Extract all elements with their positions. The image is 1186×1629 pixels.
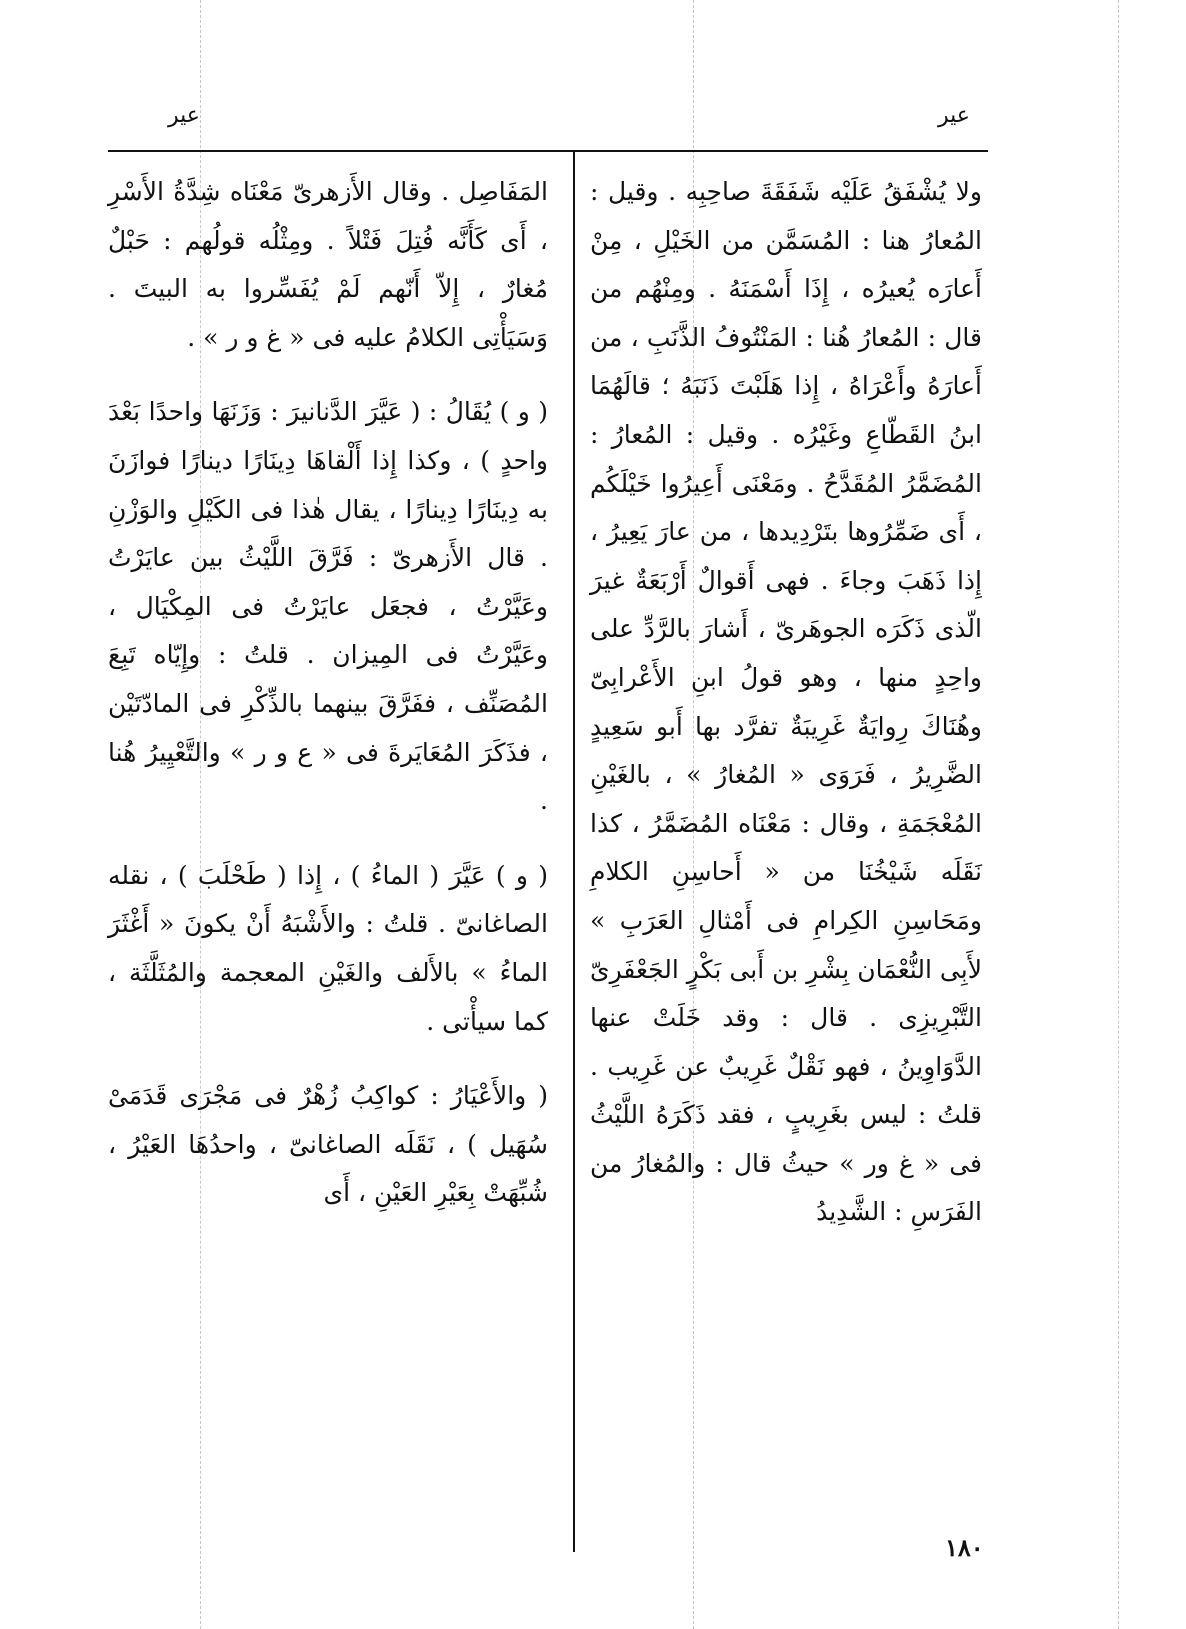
entry-paragraph: ( و ) يُقَالُ : ( عَيَّرَ الدَّنانيرَ : وَزَنَهَا واحدًا بَعْدَ واحدٍ ) ، وكذا إِذا أَلْقاهَا دِينَارًا دينارًا فوازَنَ به دِينَارًا دِينارًا ، يقال هٰذا فى الكَيْلِ والوَزْنِ . قال الأَزهرىّ : فَرَّقَ اللَّيْثُ بين عايَرْتُ وعَيَّرْتُ ، فجعَل عايَرْتُ فى المِكْيَال ، وعَيَّرْتُ فى المِيزان . قلتُ : وإِيّاه تَبِعَ المُصَنِّف ، ففَرَّقَ بينهما بالذِّكْرِ فى المادّتَيْن ، فذَكَرَ المُعَايَرةَ فى « ع و ر » والتَّعْيِيرُ هُنا . xyxy=(108,397,548,816)
paragraph-gap xyxy=(108,362,548,388)
paragraph-gap xyxy=(108,1046,548,1072)
entry-paragraph: ولا يُشْفَقُ عَلَيْه شَفَقَةَ صاحِبِه . وقيل : المُعارُ هنا : المُسَمَّن من الخَيْلِ ، مِنْ أَعارَه يُعيرُه ، إِذَا أَسْمَنَهُ . ومِنْهُم من قال : المُعارُ هُنا : المَنْتُوفُ الذَّنَبِ ، من أَعارَهُ وأَعْرَاهُ ، إِذا هَلَبْتَ ذَنَبَهُ ؛ قالَهُمَا ابنُ القَطّاعِ وغَيْرُه . وقيل : المُعارُ : المُضَمَّرُ المُقَدَّحُ . ومَعْنَى أَعِيرُوا خَيْلَكُم ، أَى ضَمِّرُوها بتَرْدِيدها ، من عارَ يَعِيرُ ، إِذا ذَهَبَ وجاءَ . فهى أَقوالٌ أَرْبَعَةٌ غيرَ الّذى ذَكَرَه الجوهَرىّ ، أَشارَ بالرَّدِّ على واحِدٍ منها ، وهو قولُ ابنِ الأَعْرابِىّ وهُنَاكَ رِوايَةٌ غَرِيبَةٌ تفرَّد بها أَبو سَعِيدٍ الضَّرِيرُ ، فَرَوَى « المُغارُ » ، بالغَيْنِ المُعْجَمَةِ ، وقال : مَعْنَاه المُضَمَّرُ ، كذا نَقَلَه شَيْخُنَا من « أَحاسِنِ الكلامِ ومَحَاسِنِ الكِرامِ فى أَمْثالِ العَرَبِ » لأَبِى النُّعْمَان بِشْرِ بن أَبى بَكْرٍ الجَعْفَرِىّ التَّبْرِيزِى . قال : وقد خَلَتْ عنها الدَّوَاوِينُ ، فهو نَقْلٌ غَرِيبٌ عن غَرِيب . قلتُ : ليس بغَرِيبٍ ، فقد ذَكَرَهُ اللَّيْثُ فى « غ ور » حيثُ قال : والمُغارُ من الفَرَسِ : الشَّدِيدُ xyxy=(590,177,982,1227)
entry-paragraph: ( والأَعْيَارُ : كواكِبُ زُهْرٌ فى مَجْرَى قَدَمَىْ سُهَيل ) ، نَقَلَه الصاغانىّ ، واحدُهَا العَيْرُ ، شُبِّهَتْ بِعَيْرِ العَيْنِ ، أَى xyxy=(108,1081,548,1208)
running-head-right: عير xyxy=(938,103,970,128)
right-text-column xyxy=(590,168,982,1237)
running-head-left: عير xyxy=(168,103,200,128)
left-text-column xyxy=(108,168,548,1218)
scan-crease-line xyxy=(1118,0,1119,1629)
paragraph-gap xyxy=(108,826,548,852)
entry-paragraph: ( و ) عَيَّرَ ( الماءُ ) ، إِذا ( طَحْلَبَ ) ، نقله الصاغانىّ . قلتُ : والأَشْبَهُ أَنْ يكونَ « أَغْثَرَ الماءُ » بالأَلف والغَيْنِ المعجمة والمُثَلَّثَة ، كما سيأْتى . xyxy=(108,860,548,1036)
column-divider xyxy=(573,152,575,1552)
page-number: ١٨٠ xyxy=(945,1533,984,1562)
header-rule xyxy=(108,150,988,152)
entry-paragraph: المَفَاصِل . وقال الأَزهرىّ مَعْنَاه شِدَّةُ الأَسْرِ ، أَى كَأَنَّه فُتِلَ فَتْلاً . ومِثْلُه قولُهم : حَبْلٌ مُغارٌ ، إِلاّ أَنّهم لَمْ يُفَسِّروا به البيتَ . وَسَيَأْتِى الكلامُ عليه فى « غ و ر » . xyxy=(108,177,548,352)
